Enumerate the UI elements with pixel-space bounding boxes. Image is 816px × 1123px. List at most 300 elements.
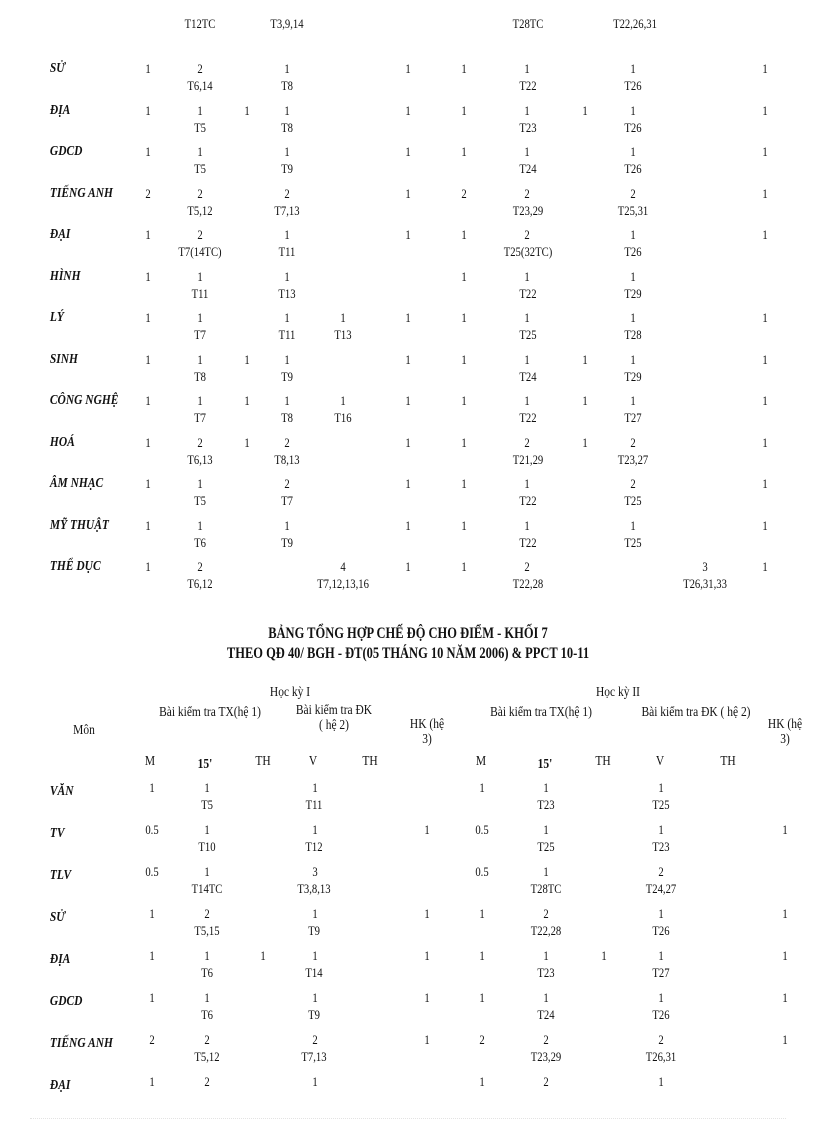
upper-cell-dk2-ref: T29 (624, 368, 642, 384)
lower-cell-tx2-ref: T25 (537, 839, 555, 854)
upper-cell-tx1-ref: T6 (194, 534, 206, 550)
upper-cell-hk1: 1 (405, 310, 411, 325)
upper-cell-tx2-ref: T22,28 (512, 576, 544, 591)
upper-cell-tx1: 2 (197, 185, 203, 201)
upper-cell-dkth1: 1 (340, 310, 346, 325)
upper-cell-tx1: 1 (197, 268, 203, 284)
upper-cell-dk2: 1 (630, 102, 636, 118)
upper-cell-dk1-ref: T9 (281, 534, 293, 550)
upper-cell-dk1: 1 (284, 517, 290, 533)
lower-subject: TLV (49, 868, 72, 883)
upper-cell-hk2: 1 (762, 393, 768, 408)
upper-cell-tx1-ref: T6,14 (187, 78, 213, 93)
upper-cell-tx2: 1 (524, 310, 530, 325)
upper-cell-m2: 1 (461, 476, 467, 491)
upper-cell-dkth1: 4 (340, 559, 346, 574)
lower-cell-dk1: 1 (312, 1074, 318, 1089)
upper-cell-tx1: 2 (197, 61, 203, 76)
lower-cell-tx2: 1 (543, 864, 549, 879)
lower-cell-dk2: 2 (658, 1032, 664, 1047)
upper-cell-tx2: 1 (524, 102, 530, 118)
lower-cell-tx1: 1 (204, 780, 210, 795)
lower-cell-tx1: 1 (204, 990, 210, 1005)
lower-cell-hk2: 1 (782, 948, 788, 963)
upper-cell-tx2-ref: T24 (519, 161, 537, 176)
upper-cell-hk2: 1 (762, 351, 768, 367)
upper-cell-tx2-ref: T21,29 (512, 451, 544, 467)
upper-ref-s1-tx: T12TC (184, 16, 216, 31)
upper-cell-tx1-ref: T7 (194, 410, 206, 425)
upper-cell-dk1: 1 (284, 310, 290, 325)
upper-cell-dk1: 2 (284, 434, 290, 450)
lower-cell-hk1: 1 (424, 948, 430, 963)
upper-cell-tx2: 2 (524, 227, 530, 242)
upper-cell-m1: 1 (145, 102, 151, 118)
upper-cell-m2: 2 (461, 185, 467, 201)
upper-cell-dk1: 1 (284, 268, 290, 284)
upper-cell-hk1: 1 (405, 517, 411, 533)
header-mon: Môn (73, 723, 95, 738)
header-hk3-1: HK (hệ 3) (409, 717, 445, 747)
header-hk-i: Học kỳ I (269, 685, 311, 700)
upper-subject: THỂ DỤC (49, 559, 101, 574)
upper-cell-tx1-ref: T5 (194, 119, 206, 135)
lower-cell-tx2-ref: T23 (537, 965, 555, 980)
upper-ref-s2-tx: T28TC (512, 16, 544, 31)
lower-cell-dk1: 3 (312, 864, 318, 879)
upper-cell-dk1-ref: T11 (278, 327, 296, 342)
upper-cell-tx1-ref: T5 (194, 161, 206, 176)
upper-cell-dk2: 2 (630, 185, 636, 201)
upper-cell-m2: 1 (461, 227, 467, 242)
lower-cell-tx1: 1 (204, 864, 210, 879)
upper-cell-tx2-ref: T22 (519, 285, 537, 301)
upper-cell-hk1: 1 (405, 185, 411, 201)
page-title: BẢNG TỔNG HỢP CHẾ ĐỘ CHO ĐIỂM - KHỐI 7 (268, 625, 548, 642)
lower-cell-tx2: 2 (543, 1032, 549, 1047)
upper-cell-dk2: 1 (630, 517, 636, 533)
header-th-2: TH (595, 754, 611, 769)
lower-cell-hk1: 1 (424, 1032, 430, 1047)
header-dk-1: Bài kiểm tra ĐK ( hệ 2) (295, 703, 373, 733)
upper-cell-hk1: 1 (405, 61, 411, 76)
lower-cell-dk2-ref: T23 (652, 839, 670, 854)
lower-cell-m2: 1 (479, 1074, 485, 1089)
lower-cell-dk1-ref: T11 (305, 797, 323, 812)
lower-subject: ĐỊA (49, 952, 71, 967)
header-m-1: M (144, 754, 156, 769)
lower-cell-m2: 1 (479, 906, 485, 921)
upper-cell-tx1: 2 (197, 559, 203, 574)
upper-cell-dk2: 1 (630, 351, 636, 367)
lower-cell-dk1: 1 (312, 906, 318, 921)
upper-cell-dk1-ref: T8 (281, 119, 293, 135)
upper-subject: LÝ (49, 310, 64, 325)
lower-cell-hk1: 1 (424, 906, 430, 921)
header-dk-2: Bài kiểm tra ĐK ( hệ 2) (641, 705, 751, 720)
upper-cell-dk1: 1 (284, 102, 290, 118)
upper-cell-dk2-ref: T26 (624, 161, 642, 176)
upper-cell-th2: 1 (582, 434, 588, 450)
upper-cell-m1: 1 (145, 310, 151, 325)
upper-cell-tx2-ref: T23 (519, 119, 537, 135)
lower-cell-m2: 1 (479, 990, 485, 1005)
upper-cell-dk2-ref: T25 (624, 534, 642, 550)
page-subtitle: THEO QĐ 40/ BGH - ĐT(05 THÁNG 10 NĂM 2006) & PPCT 10-11 (226, 645, 590, 662)
upper-cell-dk2-ref: T26 (624, 119, 642, 135)
lower-cell-m1: 0.5 (145, 822, 159, 837)
upper-cell-tx1-ref: T6,12 (187, 576, 213, 591)
upper-subject: HOÁ (49, 434, 75, 450)
upper-cell-dk1-ref: T9 (281, 368, 293, 384)
upper-cell-dk1-ref: T11 (278, 244, 296, 259)
lower-cell-tx2: 1 (543, 822, 549, 837)
upper-cell-th1: 1 (244, 102, 250, 118)
header-dkth-2: TH (720, 754, 736, 769)
upper-cell-tx1: 1 (197, 517, 203, 533)
upper-cell-dk2: 1 (630, 268, 636, 284)
lower-cell-m1: 1 (149, 780, 155, 795)
upper-cell-tx1: 2 (197, 434, 203, 450)
header-tx-2: Bài kiểm tra TX(hệ 1) (490, 705, 592, 720)
upper-cell-th2: 1 (582, 102, 588, 118)
upper-cell-tx1: 2 (197, 227, 203, 242)
header-hk3-2: HK (hệ 3) (767, 717, 803, 747)
lower-cell-dk1: 2 (312, 1032, 318, 1047)
lower-cell-tx2: 1 (543, 948, 549, 963)
upper-cell-dkth2-ref: T26,31,33 (683, 576, 727, 591)
lower-cell-dk2: 1 (658, 906, 664, 921)
upper-cell-tx2-ref: T22 (519, 493, 537, 508)
upper-cell-dk2-ref: T29 (624, 285, 642, 301)
lower-cell-m1: 1 (149, 990, 155, 1005)
upper-cell-tx2: 2 (524, 559, 530, 574)
upper-cell-tx2: 2 (524, 185, 530, 201)
upper-cell-dkth1-ref: T13 (334, 327, 352, 342)
lower-cell-tx2: 2 (543, 1074, 549, 1089)
upper-subject: SỬ (49, 61, 66, 76)
lower-cell-tx1-ref: T6 (201, 1007, 213, 1022)
lower-cell-dk1-ref: T12 (305, 839, 323, 854)
upper-cell-tx1: 1 (197, 393, 203, 408)
upper-cell-hk1: 1 (405, 351, 411, 367)
upper-cell-hk2: 1 (762, 144, 768, 159)
upper-cell-dk2-ref: T25 (624, 493, 642, 508)
upper-cell-m2: 1 (461, 517, 467, 533)
lower-cell-dk2-ref: T25 (652, 797, 670, 812)
lower-subject: TV (49, 826, 65, 841)
lower-cell-dk1: 1 (312, 948, 318, 963)
lower-cell-dk2-ref: T24,27 (645, 881, 677, 896)
lower-subject: GDCD (49, 994, 83, 1009)
upper-ref-s1-dk: T3,9,14 (270, 16, 304, 31)
upper-cell-tx1: 1 (197, 144, 203, 159)
upper-subject: CÔNG NGHỆ (49, 393, 119, 408)
upper-cell-m1: 1 (145, 476, 151, 491)
upper-subject: SINH (49, 351, 78, 367)
upper-cell-m1: 1 (145, 393, 151, 408)
upper-cell-dk2-ref: T25,31 (617, 202, 649, 218)
lower-cell-th2: 1 (601, 948, 607, 963)
lower-cell-tx2-ref: T22,28 (530, 923, 562, 938)
lower-cell-dk2-ref: T26 (652, 1007, 670, 1022)
lower-cell-m1: 1 (149, 906, 155, 921)
upper-cell-hk2: 1 (762, 310, 768, 325)
upper-cell-dk1: 1 (284, 61, 290, 76)
upper-cell-m1: 1 (145, 559, 151, 574)
upper-cell-hk1: 1 (405, 102, 411, 118)
lower-cell-dk2: 1 (658, 990, 664, 1005)
upper-cell-th1: 1 (244, 434, 250, 450)
lower-cell-tx2-ref: T23 (537, 797, 555, 812)
upper-cell-tx2: 1 (524, 268, 530, 284)
lower-cell-hk2: 1 (782, 906, 788, 921)
upper-cell-m1: 2 (145, 185, 151, 201)
lower-cell-tx1: 2 (204, 906, 210, 921)
header-dkth-1: TH (362, 754, 378, 769)
upper-cell-dk1-ref: T8,13 (274, 451, 300, 467)
upper-cell-hk2: 1 (762, 559, 768, 574)
upper-cell-hk2: 1 (762, 227, 768, 242)
lower-subject: TIẾNG ANH (49, 1036, 113, 1051)
lower-cell-dk2-ref: T26,31 (645, 1049, 677, 1064)
upper-cell-hk1: 1 (405, 393, 411, 408)
upper-cell-dk2: 1 (630, 393, 636, 408)
lower-cell-m1: 2 (149, 1032, 155, 1047)
lower-cell-dk1: 1 (312, 822, 318, 837)
lower-cell-dk2-ref: T26 (652, 923, 670, 938)
upper-cell-tx2-ref: T25 (519, 327, 537, 342)
lower-cell-dk1-ref: T14 (305, 965, 323, 980)
lower-cell-tx2: 1 (543, 990, 549, 1005)
upper-cell-tx1: 1 (197, 102, 203, 118)
upper-cell-dk1: 1 (284, 351, 290, 367)
lower-cell-dk1: 1 (312, 780, 318, 795)
upper-subject: ĐẠI (49, 227, 71, 242)
header-th-1: TH (255, 754, 271, 769)
upper-cell-tx2-ref: T25(32TC) (503, 244, 553, 259)
upper-cell-m2: 1 (461, 434, 467, 450)
lower-cell-tx1-ref: T14TC (191, 881, 223, 896)
upper-cell-tx2: 2 (524, 434, 530, 450)
lower-cell-m2: 1 (479, 948, 485, 963)
upper-cell-hk2: 1 (762, 434, 768, 450)
lower-cell-dk1-ref: T9 (308, 923, 320, 938)
upper-cell-tx2-ref: T24 (519, 368, 537, 384)
upper-cell-hk2: 1 (762, 102, 768, 118)
lower-cell-tx1-ref: T5 (201, 797, 213, 812)
header-v-1: V (308, 754, 318, 769)
lower-cell-tx1-ref: T5,15 (194, 923, 220, 938)
lower-cell-m1: 1 (149, 948, 155, 963)
upper-cell-tx1-ref: T8 (194, 368, 206, 384)
header-tx-1: Bài kiểm tra TX(hệ 1) (159, 705, 261, 720)
upper-cell-tx2: 1 (524, 517, 530, 533)
lower-cell-m2: 2 (479, 1032, 485, 1047)
upper-cell-m1: 1 (145, 144, 151, 159)
upper-subject: HÌNH (49, 268, 81, 284)
upper-cell-hk2: 1 (762, 61, 768, 76)
upper-cell-th1: 1 (244, 393, 250, 408)
upper-cell-tx2: 1 (524, 393, 530, 408)
upper-cell-dk2: 2 (630, 476, 636, 491)
upper-cell-dk2: 1 (630, 227, 636, 242)
lower-cell-tx1-ref: T6 (201, 965, 213, 980)
upper-cell-dk2: 1 (630, 310, 636, 325)
lower-cell-m2: 0.5 (475, 822, 489, 837)
lower-cell-hk1: 1 (424, 990, 430, 1005)
upper-cell-hk1: 1 (405, 476, 411, 491)
upper-cell-dk2-ref: T23,27 (617, 451, 649, 467)
lower-cell-th1: 1 (260, 948, 266, 963)
upper-cell-m2: 1 (461, 61, 467, 76)
lower-cell-tx2: 1 (543, 780, 549, 795)
upper-cell-hk2: 1 (762, 185, 768, 201)
upper-ref-s2-dk: T22,26,31 (613, 16, 657, 31)
upper-cell-dk2: 1 (630, 144, 636, 159)
upper-cell-hk1: 1 (405, 559, 411, 574)
upper-subject: TIẾNG ANH (49, 185, 113, 201)
lower-cell-dk1-ref: T3,8,13 (297, 881, 331, 896)
upper-cell-hk1: 1 (405, 144, 411, 159)
upper-cell-dkth1: 1 (340, 393, 346, 408)
lower-cell-hk2: 1 (782, 1032, 788, 1047)
upper-cell-dkth1-ref: T7,12,13,16 (317, 576, 369, 591)
upper-cell-tx2: 1 (524, 144, 530, 159)
upper-cell-tx1: 1 (197, 351, 203, 367)
upper-cell-tx2: 1 (524, 61, 530, 76)
lower-cell-dk1-ref: T7,13 (301, 1049, 327, 1064)
upper-cell-dk1: 1 (284, 227, 290, 242)
upper-cell-th2: 1 (582, 351, 588, 367)
upper-cell-m1: 1 (145, 61, 151, 76)
upper-cell-tx1: 1 (197, 310, 203, 325)
upper-cell-m1: 1 (145, 227, 151, 242)
lower-cell-tx2-ref: T23,29 (530, 1049, 562, 1064)
upper-cell-tx1-ref: T7 (194, 327, 206, 342)
lower-cell-m1: 1 (149, 1074, 155, 1089)
lower-cell-hk2: 1 (782, 822, 788, 837)
header-m-2: M (475, 754, 487, 769)
lower-cell-tx1: 2 (204, 1074, 210, 1089)
lower-cell-dk1-ref: T9 (308, 1007, 320, 1022)
upper-cell-th2: 1 (582, 393, 588, 408)
upper-cell-tx2-ref: T22 (519, 534, 537, 550)
page-bottom-rule (30, 1118, 786, 1120)
lower-cell-dk2: 1 (658, 948, 664, 963)
lower-cell-dk2: 1 (658, 780, 664, 795)
upper-cell-tx2-ref: T22 (519, 78, 537, 93)
upper-cell-dk1-ref: T7 (281, 493, 293, 508)
lower-subject: ĐẠI (49, 1078, 71, 1093)
upper-cell-dk1-ref: T9 (281, 161, 293, 176)
upper-cell-hk2: 1 (762, 476, 768, 491)
lower-subject: SỬ (49, 910, 66, 925)
upper-cell-dk1: 2 (284, 185, 290, 201)
lower-cell-hk1: 1 (424, 822, 430, 837)
upper-cell-m2: 1 (461, 310, 467, 325)
upper-cell-dk1-ref: T8 (281, 78, 293, 93)
lower-cell-tx1-ref: T5,12 (194, 1049, 220, 1064)
upper-cell-tx1-ref: T11 (191, 285, 209, 301)
upper-cell-tx1-ref: T5,12 (187, 202, 213, 218)
lower-cell-m2: 0.5 (475, 864, 489, 879)
lower-cell-hk2: 1 (782, 990, 788, 1005)
lower-cell-dk2: 2 (658, 864, 664, 879)
upper-subject: ÂM NHẠC (49, 476, 104, 491)
lower-cell-tx1: 1 (204, 822, 210, 837)
lower-cell-tx1: 2 (204, 1032, 210, 1047)
lower-cell-tx2-ref: T28TC (530, 881, 562, 896)
header-15-2: 15' (537, 757, 553, 772)
lower-cell-tx1-ref: T10 (198, 839, 216, 854)
lower-cell-m1: 0.5 (145, 864, 159, 879)
upper-cell-dk2-ref: T28 (624, 327, 642, 342)
upper-cell-tx1-ref: T7(14TC) (178, 244, 222, 259)
lower-cell-dk2: 1 (658, 1074, 664, 1089)
upper-cell-m2: 1 (461, 268, 467, 284)
upper-subject: ĐỊA (49, 102, 71, 118)
upper-cell-tx2: 1 (524, 476, 530, 491)
upper-cell-tx2-ref: T22 (519, 410, 537, 425)
upper-cell-dk1-ref: T7,13 (274, 202, 300, 218)
upper-cell-dk1-ref: T13 (278, 285, 296, 301)
upper-subject: MỸ THUẬT (49, 517, 109, 533)
upper-cell-dk1: 1 (284, 144, 290, 159)
upper-cell-m1: 1 (145, 268, 151, 284)
upper-cell-dk1: 1 (284, 393, 290, 408)
upper-cell-dk2-ref: T27 (624, 410, 642, 425)
upper-cell-dk1: 2 (284, 476, 290, 491)
lower-cell-dk2: 1 (658, 822, 664, 837)
upper-cell-m2: 1 (461, 351, 467, 367)
upper-cell-dk2: 2 (630, 434, 636, 450)
upper-cell-dkth2: 3 (702, 559, 708, 574)
upper-cell-dk2-ref: T26 (624, 244, 642, 259)
upper-cell-m1: 1 (145, 351, 151, 367)
upper-cell-th1: 1 (244, 351, 250, 367)
header-v-2: V (655, 754, 665, 769)
upper-cell-tx2-ref: T23,29 (512, 202, 544, 218)
lower-cell-tx1: 1 (204, 948, 210, 963)
upper-cell-tx1: 1 (197, 476, 203, 491)
lower-cell-dk2-ref: T27 (652, 965, 670, 980)
header-15-1: 15' (197, 757, 213, 772)
upper-cell-tx1-ref: T5 (194, 493, 206, 508)
lower-cell-m2: 1 (479, 780, 485, 795)
upper-cell-m2: 1 (461, 144, 467, 159)
lower-cell-dk1: 1 (312, 990, 318, 1005)
lower-cell-tx2-ref: T24 (537, 1007, 555, 1022)
upper-cell-tx2: 1 (524, 351, 530, 367)
upper-cell-dk2: 1 (630, 61, 636, 76)
upper-cell-m2: 1 (461, 102, 467, 118)
upper-cell-m2: 1 (461, 559, 467, 574)
upper-cell-dk2-ref: T26 (624, 78, 642, 93)
lower-subject: VĂN (49, 784, 74, 799)
upper-cell-m1: 1 (145, 517, 151, 533)
upper-subject: GDCD (49, 144, 83, 159)
upper-cell-m2: 1 (461, 393, 467, 408)
upper-cell-hk1: 1 (405, 434, 411, 450)
upper-cell-dk1-ref: T8 (281, 410, 293, 425)
upper-cell-m1: 1 (145, 434, 151, 450)
header-hk-ii: Học kỳ II (596, 685, 640, 700)
upper-cell-hk1: 1 (405, 227, 411, 242)
upper-cell-tx1-ref: T6,13 (187, 451, 213, 467)
lower-cell-tx2: 2 (543, 906, 549, 921)
upper-cell-hk2: 1 (762, 517, 768, 533)
